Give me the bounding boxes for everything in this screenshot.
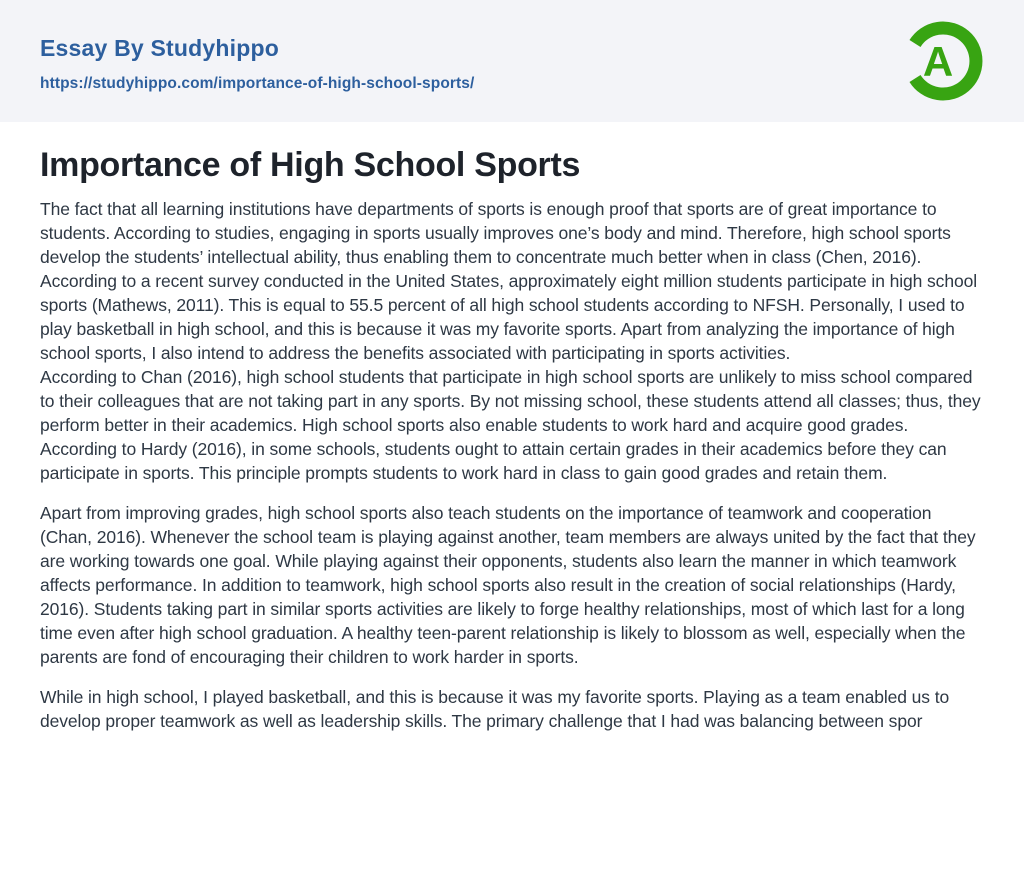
essay-paragraph-3: Apart from improving grades, high school sports also teach students on the importance of teamwork and cooperation (Chan, 2016). Whenever the school team is playing against another, team members are always united by the fact that they are working towards one goal. While playing against their opponents, students also learn the manner in which teamwork affects performance. In addition to teamwork, high school sports also result in the creation of social relationships (Hardy, 2016). Students taking part in similar sports activities are likely to forge healthy relationships, most of which last for a long time even after high school graduation. A healthy teen-parent relationship is likely to blossom as well, especially when the parents are fond of encouraging their children to work harder in sports.: [40, 503, 976, 667]
studyhippo-logo: [901, 17, 985, 105]
essay-paragraph-4: While in high school, I played basketball, and this is because it was my favorite sports. Playing as a team enabled us to develop proper teamwork as well as leadership skills. The primary challenge that I had was balancing between spor: [40, 687, 950, 731]
logo-letter: A: [922, 38, 954, 85]
essay-paragraph-2: According to Chan (2016), high school students that participate in high school sports are unlikely to miss school compared to their colleagues that are not taking part in any sports. By not missing school, these students attend all classes; thus, they perform better in their academics. High school sports also enable students to work hard and acquire good grades. According to Hardy (2016), in some schools, students ought to attain certain grades in their academics before they can participate in sports. This principle prompts students to work hard in class to gain good grades and retain them.: [40, 367, 981, 483]
page-header: [0, 0, 1024, 122]
essay-title: Importance of High School Sports: [40, 146, 581, 184]
essay-paragraph-1: The fact that all learning institutions have departments of sports is enough proof that sports are of great importance to students. According to studies, engaging in sports usually improves one’s body and mind. Therefore, high school sports develop the students’ intellectual ability, thus enabling them to concentrate much better when in class (Chen, 2016). According to a recent survey conducted in the United States, approximately eight million students participate in high school sports (Mathews, 2011). This is equal to 55.5 percent of all high school students according to NFSH. Personally, I used to play basketball in high school, and this is because it was my favorite sports. Apart from analyzing the importance of high school sports, I also intend to address the benefits associated with participating in sports activities.: [40, 199, 978, 363]
source-url-link[interactable]: https://studyhippo.com/importance-of-high-school-sports/: [40, 75, 475, 92]
essay-content: [0, 122, 1024, 733]
header-text-block: [40, 29, 474, 93]
logo-graphic: [901, 17, 985, 105]
site-title: Essay By Studyhippo: [40, 35, 279, 61]
